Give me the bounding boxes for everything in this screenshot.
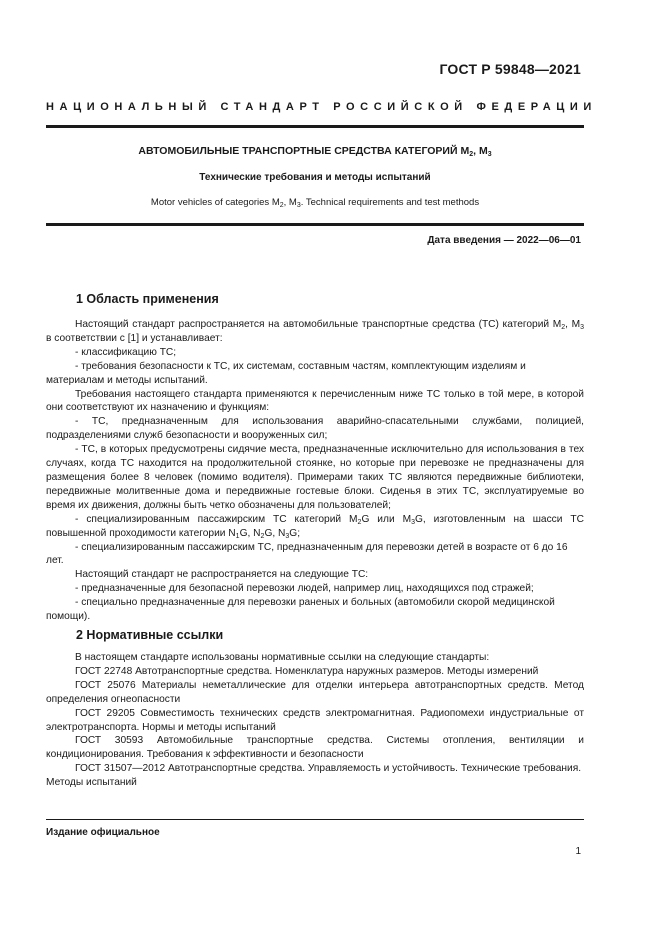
para-sub: 3 <box>580 324 584 331</box>
en-title-sub-2: 2 <box>279 202 284 209</box>
para-text: Настоящий стандарт распространяется на автомобильные транспортные средства (ТС) категорий М <box>75 319 562 330</box>
para-sub: 3 <box>411 518 415 526</box>
list-item: - специализированным пассажирским ТС, предназначенным для перевозки детей в возрасте от 6 до 16 лет. <box>46 541 568 567</box>
section-1-body <box>46 318 584 624</box>
title-sub-2: 2 <box>469 151 474 158</box>
en-title-sep: , M <box>283 197 297 208</box>
en-title-suffix: . Technical requirements and test methods <box>300 197 480 208</box>
document-subtitle: Технические требования и методы испытаний <box>199 172 431 183</box>
reference-item: ГОСТ 31507—2012 Автотранспортные средства. Управляемость и устойчивость. Технические требования. Методы испытаний <box>46 763 582 789</box>
standard-code: ГОСТ Р 59848—2021 <box>439 61 581 77</box>
reference-item: ГОСТ 29205 Совместимость технических средств электромагнитная. Радиопомехи индустриальные от электротранспорта. Нормы и методы испытаний <box>46 707 584 733</box>
para-text: , М <box>565 319 581 330</box>
para-text: G, изготовленным на шасси ТС повышенной проходимости категории N <box>46 513 584 539</box>
title-rule <box>46 223 584 226</box>
section-1-heading: 1 Область применения <box>76 292 219 306</box>
para-sub: 2 <box>260 532 265 540</box>
title-text: АВТОМОБИЛЬНЫЕ ТРАНСПОРТНЫЕ СРЕДСТВА КАТЕГОРИЙ М <box>138 145 470 157</box>
footer-rule <box>46 819 584 820</box>
para-text: в соответствии с [1] и устанавливает: <box>46 332 223 344</box>
national-standard-title: НАЦИОНАЛЬНЫЙ СТАНДАРТ РОССИЙСКОЙ ФЕДЕРАЦИИ <box>46 101 597 113</box>
section-2-heading: 2 Нормативные ссылки <box>76 628 224 642</box>
list-item: - специально предназначенные для перевозки раненых и больных (автомобили скорой медицинской помощи). <box>46 597 555 623</box>
list-item: - требования безопасности к ТС, их системам, составным частям, комплектующим изделиям и материалам и методы испытаний. <box>46 360 526 386</box>
list-item: - предназначенные для безопасной перевозки людей, например лиц, находящихся под стражей; <box>75 583 534 595</box>
reference-item: ГОСТ 25076 Материалы неметаллические для отделки интерьера автотранспортных средств. Метод определения огнеопасности <box>46 679 584 705</box>
introduction-date: Дата введения — 2022—06—01 <box>427 235 581 246</box>
para-text: G или М <box>361 513 412 525</box>
top-rule <box>46 125 584 128</box>
en-title-sub-3: 3 <box>296 202 301 209</box>
section-1-para-1 <box>46 318 584 346</box>
para-sub: 2 <box>561 324 566 331</box>
english-title <box>46 197 584 208</box>
para-sub: 1 <box>235 532 240 540</box>
section-1-para-2: Требования настоящего стандарта применяются к перечисленным ниже ТС только в той мере, в которой они соответствуют их назначению и функциям: <box>46 388 584 414</box>
page-number: 1 <box>575 846 581 857</box>
section-2-intro: В настоящем стандарте использованы нормативные ссылки на следующие стандарты: <box>75 652 490 663</box>
list-item <box>46 513 584 541</box>
title-sep: , М <box>473 145 488 157</box>
list-item: - ТС, предназначенным для использования аварийно-спасательными службами, полицией, подразделениями служб безопасности и вооруженных сил; <box>46 416 584 442</box>
title-sub-3: 3 <box>487 151 492 158</box>
section-1-para-3: Настоящий стандарт не распространяется на следующие ТС: <box>75 569 369 581</box>
para-text: G, N <box>264 527 286 539</box>
para-sub: 3 <box>285 532 290 540</box>
para-text: G, N <box>239 527 261 539</box>
list-item: - классификацию ТС; <box>75 346 177 358</box>
reference-item: ГОСТ 30593 Автомобильные транспортные средства. Системы отопления, вентиляции и кондиционирования. Требования к эффективности и безопасности <box>46 735 584 761</box>
document-title <box>46 145 584 157</box>
para-sub: 2 <box>357 518 362 526</box>
list-item: - ТС, в которых предусмотрены сидячие места, предназначенные исключительно для использования в тех случаях, когда ТС находится на продолжительной стоянке, но которые при перевозке не предназначены для размещения более 8 человек (помимо водителя). Примерами таких ТС являются передвижные библиотеки, передвижные молитвенные дома и передвижные гостевые блоки. Сиденья в этих ТС, эксплуатируемые во время их движения, должны быть четко обозначены для пользователей; <box>46 444 584 511</box>
reference-item: ГОСТ 22748 Автотранспортные средства. Номенклатура наружных размеров. Методы измерений <box>75 665 539 677</box>
section-2-body <box>46 651 584 790</box>
en-title-text: Motor vehicles of categories M <box>150 197 280 208</box>
para-text: G; <box>289 527 301 539</box>
para-text: - специализированным пассажирским ТС категорий М <box>75 513 358 525</box>
official-edition-label: Издание официальное <box>46 827 160 838</box>
